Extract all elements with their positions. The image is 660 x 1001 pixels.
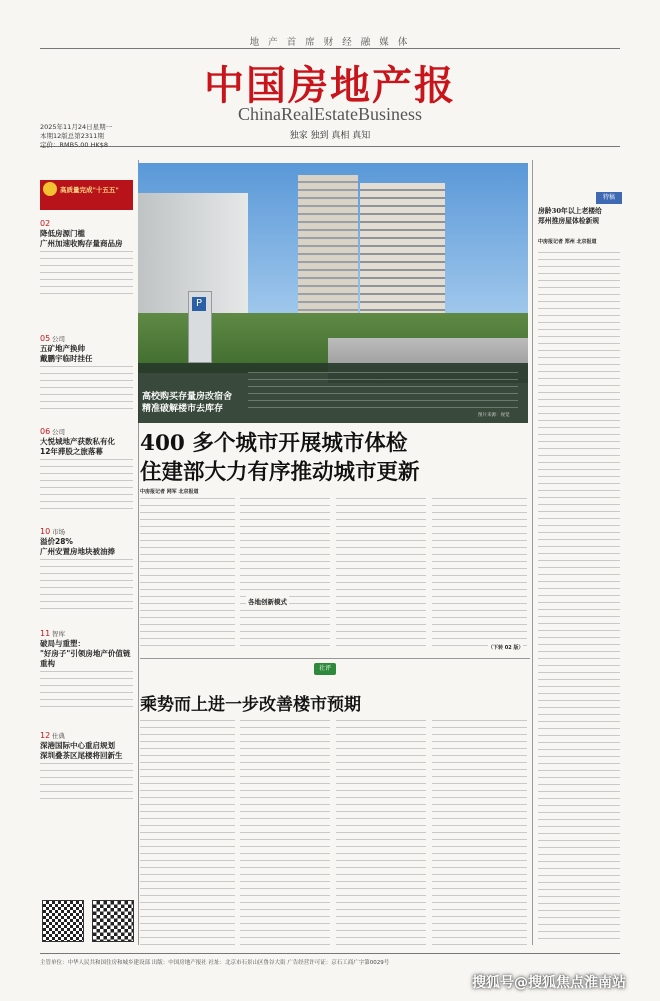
photo-credit: 图片来源：视觉: [478, 413, 510, 418]
editorial-headline[interactable]: 乘势而上进一步改善楼市预期: [140, 695, 361, 715]
editorial-body-col2: [240, 718, 330, 946]
sidebar-item-headline: 破局与重塑： "好房子"引领房地产价值链重构: [40, 639, 131, 668]
main-body-col2: [240, 496, 330, 646]
sidebar-item-11[interactable]: [40, 630, 133, 707]
sidebar-banner[interactable]: [40, 180, 133, 210]
main-headline-line2[interactable]: 住建部大力有序推动城市更新: [140, 460, 420, 485]
sidebar-item-section: 智库: [51, 630, 65, 638]
masthead-title-en: ChinaRealEstateBusiness: [238, 104, 422, 124]
continued-note: （下转 02 版）: [488, 645, 524, 651]
qr-code-wechat[interactable]: [92, 900, 134, 942]
sidebar-item-05[interactable]: [40, 335, 133, 409]
main-body-col1: [140, 496, 235, 646]
editorial-rule: [140, 658, 530, 659]
side-story-byline: 中房报记者 郑州 北京报道: [538, 239, 597, 245]
special-label: 特稿: [596, 192, 622, 204]
sidebar-item-num: 06: [40, 427, 51, 436]
sidebar-item-06[interactable]: [40, 428, 133, 509]
masthead-rule-bottom: [40, 146, 620, 147]
party-emblem-icon: [43, 182, 57, 196]
main-subhead: 各地创新模式: [248, 598, 287, 606]
sidebar-item-02[interactable]: [40, 220, 133, 297]
main-photo: [138, 163, 528, 423]
issue-date: 2025年11月24日星期一: [40, 123, 113, 131]
editorial-body-col4: [432, 718, 527, 946]
footer-rule: [40, 953, 620, 954]
sidebar-item-section: 公司: [51, 428, 65, 436]
sidebar-item-body: [40, 364, 133, 409]
parking-sign-icon: P: [192, 297, 206, 311]
sidebar-item-num: 12: [40, 731, 51, 740]
sidebar-item-num: 10: [40, 527, 51, 536]
main-headline-line1[interactable]: 400 多个城市开展城市体检: [140, 431, 408, 456]
editorial-label: 社评: [314, 663, 336, 675]
sidebar-item-headline: 深港国际中心重启规划 深圳叠茶区尾楼将回新生: [40, 741, 123, 760]
issue-number: 本期12版总第2311期: [40, 132, 104, 140]
photo-caption-title: 高校购买存量房改宿舍 精准破解楼市去库存: [142, 392, 233, 414]
sidebar-item-body: [40, 761, 133, 801]
sidebar-banner-text: 高质量完成"十五五": [60, 186, 119, 194]
editorial-body-col1: [140, 718, 235, 946]
masthead-slogan: 独家 独到 真相 真知: [289, 131, 371, 141]
side-story-body: [538, 250, 620, 940]
masthead-tagline: 地 产 首 席 财 经 融 媒 体: [249, 37, 411, 48]
sidebar-item-headline: 五矿地产换帅 戴鹏宇临时挂任: [40, 344, 93, 363]
sidebar-item-headline: 大悦城地产获数私有化 12年滞股之旅落幕: [40, 437, 115, 456]
sidebar-item-num: 05: [40, 334, 51, 343]
masthead-title: 中国房地产报: [204, 62, 456, 109]
sidebar-item-12[interactable]: [40, 732, 133, 801]
issue-price: 定价：RMB5.00 HK$8: [40, 141, 109, 149]
sidebar-item-body: [40, 457, 133, 509]
column-divider-right: [532, 160, 533, 945]
side-story-title[interactable]: 房龄30年以上老楼给 郑州推房屋体检新规: [538, 207, 602, 225]
masthead-rule-top: [40, 48, 620, 49]
sidebar-item-num: 02: [40, 219, 51, 228]
main-body-col3: [336, 496, 426, 646]
sidebar-item-section: 市场: [51, 528, 65, 536]
sidebar-item-headline: 降低房源门槛 广州加速收购存量商品房: [40, 229, 123, 248]
editorial-body-col3: [336, 718, 426, 946]
sidebar-item-body: [40, 249, 133, 297]
sidebar-item-body: [40, 557, 133, 613]
sidebar-item-section: 公司: [51, 335, 65, 343]
sidebar-item-headline: 溢价28% 广州安置房地块被油捧: [40, 537, 115, 556]
qr-code-app[interactable]: [42, 900, 84, 942]
sidebar-item-body: [40, 669, 133, 707]
watermark: 搜狐号@搜狐焦点淮南站: [472, 975, 626, 991]
sidebar-item-num: 11: [40, 629, 51, 638]
sidebar-item-10[interactable]: [40, 528, 133, 613]
main-body-col4: [432, 496, 527, 646]
sidebar-item-section: 仕典: [51, 732, 65, 740]
main-byline: 中房报记者 网军 北京报道: [140, 489, 199, 495]
footer-info: 主管单位：中华人民共和国住房和城乡建设部 出版：中国房地产报社 社址：北京市石景山区鲁谷大街 广告经营许可证：京石工商广字第0029号: [40, 960, 390, 966]
